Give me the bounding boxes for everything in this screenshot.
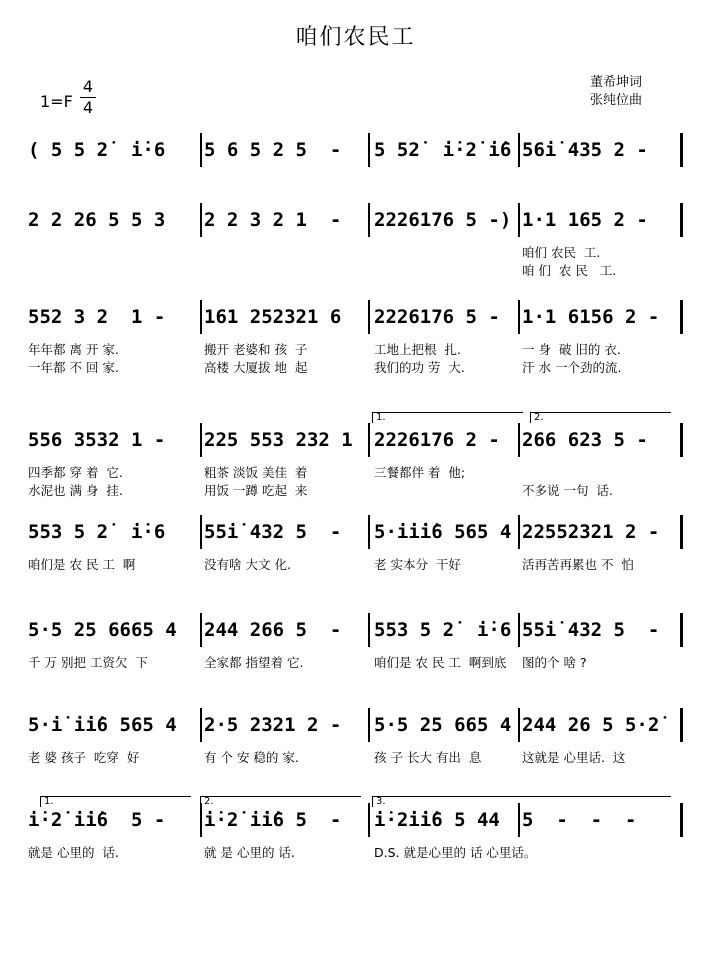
- measure-notes: 5·i̇ i̇i̇6 565 4: [28, 714, 177, 736]
- song-title: 咱们农民工: [295, 25, 416, 50]
- lyric-text: 工地上把根 扎.: [374, 342, 461, 357]
- bar-line: [680, 133, 683, 167]
- lyric-text: 孩 子 长大 有出 息: [374, 750, 482, 765]
- credits: [590, 74, 642, 110]
- bar-line: [200, 423, 202, 457]
- volta-label: 2.: [534, 412, 544, 423]
- lyric-text: 咱 们 农 民 工.: [522, 263, 617, 278]
- measure-notes: 244 266 5 -: [204, 619, 342, 641]
- meter-bottom: 4: [82, 98, 94, 117]
- lyric-text: 就是 心里的 话.: [28, 845, 119, 860]
- measure-notes: 2226176 5 -: [374, 306, 500, 328]
- volta-bracket: [200, 796, 361, 807]
- bar-line: [680, 803, 683, 837]
- lyric-text: 这就是 心里话. 这: [522, 750, 626, 765]
- lyric-text: 粗茶 淡饭 美佳 着: [204, 465, 308, 480]
- measure-notes: 266 623 5 -: [522, 429, 648, 451]
- lyric-text: 汗 水 一个劲的流.: [522, 360, 622, 375]
- measure-notes: 55i̇ 432 5 -: [522, 619, 660, 641]
- bar-line: [368, 515, 370, 549]
- measure-notes: 161 252321 6: [204, 306, 342, 328]
- bar-line: [368, 133, 370, 167]
- bar-line: [200, 133, 202, 167]
- measure-notes: 5·5 25 665 4: [374, 714, 512, 736]
- bar-line: [518, 203, 520, 237]
- measure-notes: 556 3532 1 -: [28, 429, 166, 451]
- bar-line: [200, 515, 202, 549]
- measure-notes: 5 52̇ i̇·2̇ i̇6: [374, 139, 512, 161]
- lyric-text: 用饭 一蹲 吃起 来: [204, 483, 308, 498]
- notes-line: [28, 135, 688, 165]
- notes-line: [28, 302, 688, 332]
- bar-line: [200, 803, 202, 837]
- lyric-text: 没有啥 大文 化.: [204, 557, 291, 572]
- measure-notes: 5·5 25 6665 4: [28, 619, 177, 641]
- lyric-text: 高楼 大厦拔 地 起: [204, 360, 308, 375]
- bar-line: [680, 708, 683, 742]
- measure-notes: i̇·2̇i̇i̇6 5 44: [374, 809, 500, 831]
- bar-line: [518, 423, 520, 457]
- bar-line: [680, 613, 683, 647]
- measure-notes: 2226176 2 -: [374, 429, 500, 451]
- measure-notes: 5 6 5 2 5 -: [204, 139, 342, 161]
- measure-notes: 55i̇ 432 5 -: [204, 521, 342, 543]
- measure-notes: 244 26 5 5·2̇: [522, 714, 660, 736]
- measure-notes: 552 3 2 1 -: [28, 306, 166, 328]
- volta-bracket: [372, 412, 523, 423]
- lyric-text: 一年都 不 回 家.: [28, 360, 119, 375]
- lyric-text: 咱们是 农 民 工 啊: [28, 557, 136, 572]
- volta-label: 1.: [376, 412, 386, 423]
- lyric-text: 三餐都伴 着 他;: [374, 465, 466, 480]
- lyric-text: 全家都 指望着 它.: [204, 655, 304, 670]
- bar-line: [680, 300, 683, 334]
- bar-line: [368, 708, 370, 742]
- lyric-text: 咱们是 农 民 工 啊到底: [374, 655, 507, 670]
- lyric-text: 就 是 心里的 话.: [204, 845, 295, 860]
- time-signature: [80, 78, 96, 117]
- measure-notes: 553 5 2̇ i̇·6: [374, 619, 512, 641]
- notes-line: [28, 205, 688, 235]
- notes-line: [28, 425, 688, 455]
- composer: 张纯位曲: [590, 93, 643, 108]
- lyric-text: 我们的功 劳 大.: [374, 360, 465, 375]
- measure-notes: 225 553 232 1: [204, 429, 353, 451]
- lyricist: 董希坤词: [590, 75, 643, 90]
- lyric-text: D.S. 就是心里的 话 心里话。: [374, 845, 537, 860]
- bar-line: [368, 203, 370, 237]
- lyric-text: 图的个 啥 ?: [522, 655, 587, 670]
- bar-line: [368, 423, 370, 457]
- bar-line: [518, 613, 520, 647]
- bar-line: [200, 203, 202, 237]
- lyric-text: 年年都 离 开 家.: [28, 342, 119, 357]
- volta-bracket: [372, 796, 671, 807]
- bar-line: [518, 515, 520, 549]
- lyric-text: 不多说 一句 话.: [522, 483, 613, 498]
- measure-notes: 1·1 165 2 -: [522, 209, 648, 231]
- bar-line: [680, 423, 683, 457]
- lyric-text: 有 个 安 稳的 家.: [204, 750, 299, 765]
- measure-notes: 22552321 2 -: [522, 521, 660, 543]
- bar-line: [518, 300, 520, 334]
- measure-notes: i̇·2̇ i̇i̇6 5 -: [28, 809, 166, 831]
- measure-notes: 2 2 3 2 1 -: [204, 209, 342, 231]
- lyric-text: 咱们 农民 工.: [522, 245, 601, 260]
- bar-line: [368, 300, 370, 334]
- bar-line: [368, 803, 370, 837]
- lyric-text: 活再苦再累也 不 怕: [522, 557, 634, 572]
- measure-notes: 5 - - -: [522, 809, 637, 831]
- bar-line: [200, 613, 202, 647]
- notes-line: [28, 615, 688, 645]
- measure-notes: 5·i̇i̇i̇6 565 4: [374, 521, 512, 543]
- lyric-text: 一 身 破 旧的 衣.: [522, 342, 621, 357]
- volta-label: 2.: [204, 796, 214, 807]
- measure-notes: i̇·2̇ i̇i̇6 5 -: [204, 809, 342, 831]
- bar-line: [200, 300, 202, 334]
- bar-line: [518, 803, 520, 837]
- bar-line: [680, 515, 683, 549]
- bar-line: [368, 613, 370, 647]
- bar-line: [518, 133, 520, 167]
- measure-notes: 1·1 6156 2 -: [522, 306, 660, 328]
- measure-notes: 553 5 2̇ i̇·6: [28, 521, 166, 543]
- volta-bracket: [40, 796, 191, 807]
- measure-notes: ( 5 5 2̇ i̇·6: [28, 139, 166, 161]
- notes-line: [28, 710, 688, 740]
- volta-label: 1.: [44, 796, 54, 807]
- lyric-text: 千 万 别把 工资欠 下: [28, 655, 148, 670]
- bar-line: [518, 708, 520, 742]
- volta-label: 3.: [376, 796, 386, 807]
- notes-line: [28, 805, 688, 835]
- bar-line: [680, 203, 683, 237]
- lyric-text: 老 婆 孩子 吃穿 好: [28, 750, 140, 765]
- meter-top: 4: [82, 77, 94, 96]
- measure-notes: 2 2 26 5 5 3: [28, 209, 166, 231]
- volta-bracket: [530, 412, 671, 423]
- lyric-text: 搬开 老婆和 孩 子: [204, 342, 308, 357]
- key-signature: 1=F: [40, 92, 73, 111]
- measure-notes: 2226176 5 -): [374, 209, 512, 231]
- measure-notes: 2·5 2321 2 -: [204, 714, 342, 736]
- lyric-text: 四季都 穿 着 它.: [28, 465, 123, 480]
- lyric-text: 水泥也 满 身 挂.: [28, 483, 123, 498]
- lyric-text: 老 实本分 干好: [374, 557, 461, 572]
- bar-line: [200, 708, 202, 742]
- measure-notes: 56i̇ 435 2 -: [522, 139, 648, 161]
- notes-line: [28, 517, 688, 547]
